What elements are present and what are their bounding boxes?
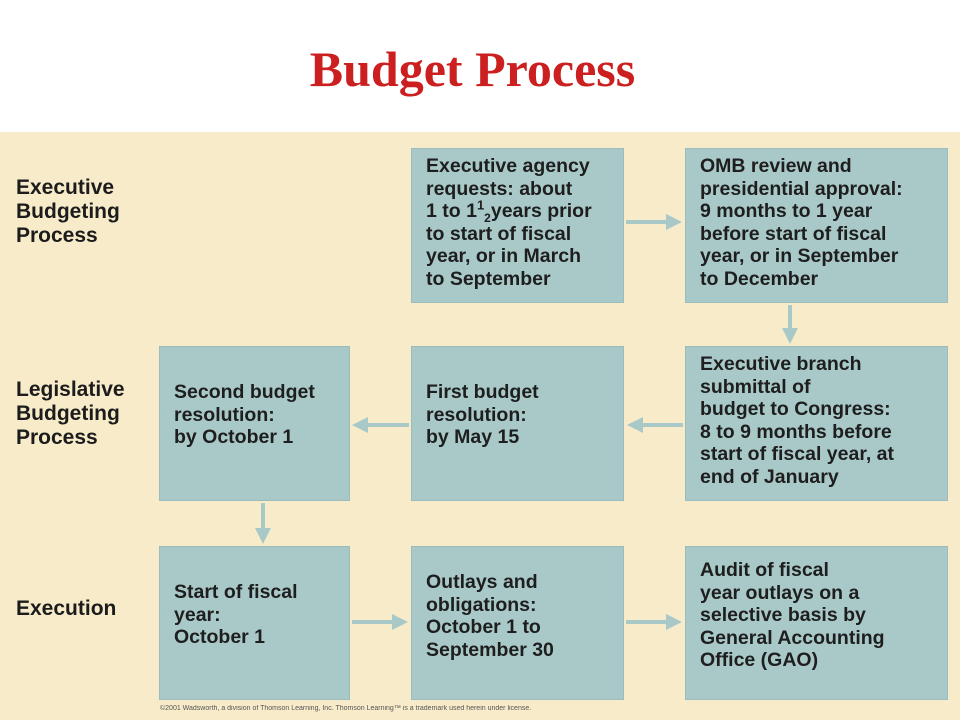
box-gao-audit: Audit of fiscal year outlays on a selective basis by General Accounting Office (GAO)	[685, 546, 948, 700]
box-agency-requests-text-a: Executive agency requests: about 1 to 1	[426, 155, 590, 222]
fraction-numerator: 1	[476, 197, 485, 213]
box-second-budget-resolution: Second budget resolution: by October 1	[159, 346, 350, 501]
page-title: Budget Process	[309, 41, 636, 97]
row-label-execution: Execution	[16, 597, 117, 620]
fraction-denominator: 2	[484, 210, 491, 225]
box-start-of-fiscal-year: Start of fiscal year: October 1	[159, 546, 350, 700]
box-executive-submittal: Executive branch submittal of budget to Congress: 8 to 9 months before start of fiscal year, at end of January	[685, 346, 948, 501]
box-outlays-and-obligations: Outlays and obligations: October 1 to September 30	[411, 546, 624, 700]
box-first-budget-resolution: First budget resolution: by May 15	[411, 346, 624, 501]
box-agency-requests-text-b: years prior to start of fiscal year, or in March to September	[426, 200, 592, 290]
box-agency-requests	[411, 148, 624, 303]
row-label-executive: Executive Budgeting Process	[16, 176, 120, 247]
copyright-notice: ©2001 Wadsworth, a division of Thomson Learning, Inc. Thomson Learning™ is a trademark used herein under license.	[160, 705, 532, 712]
box-omb-review: OMB review and presidential approval: 9 months to 1 year before start of fiscal year, or in September to December	[685, 148, 948, 303]
row-label-legislative: Legislative Budgeting Process	[16, 378, 125, 449]
